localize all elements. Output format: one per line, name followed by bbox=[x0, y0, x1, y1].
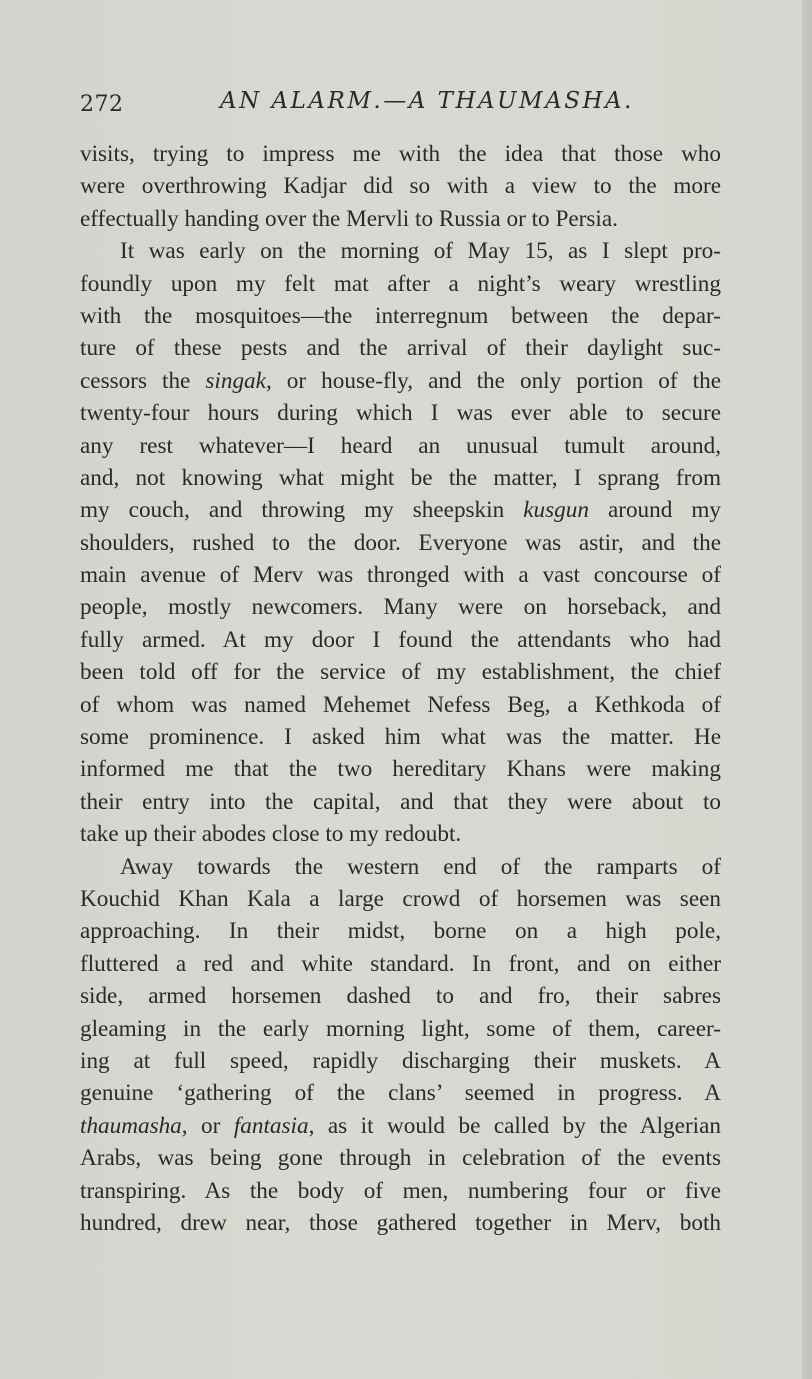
text-line: main avenue of Merv was thronged with a vast concourse of bbox=[80, 562, 721, 589]
text-line: take up their abodes close to my redoubt. bbox=[80, 821, 462, 848]
text-line: fully armed. At my door I found the attendants who had bbox=[80, 626, 721, 653]
text-line: people, mostly newcomers. Many were on horseback, and bbox=[80, 594, 721, 621]
text-line: of whom was named Mehemet Nefess Beg, a Kethkoda of bbox=[80, 691, 721, 718]
text-line: and, not knowing what might be the matter, I sprang from bbox=[80, 464, 721, 491]
text-line: side, armed horsemen dashed to and fro, their sabres bbox=[80, 983, 721, 1010]
text-line: informed me that the two hereditary Khans were making bbox=[80, 756, 721, 783]
text-line: It was early on the morning of May 15, as I slept pro- bbox=[120, 238, 721, 265]
text-line: Kouchid Khan Kala a large crowd of horsemen was seen bbox=[80, 885, 721, 912]
text-line: transpiring. As the body of men, numbering four or five bbox=[80, 1177, 721, 1204]
text-line: their entry into the capital, and that they were about to bbox=[80, 788, 721, 815]
text-line: foundly upon my felt mat after a night’s weary wrestling bbox=[80, 270, 721, 297]
body-text bbox=[80, 138, 721, 1239]
text-line: hundred, drew near, those gathered together in Merv, both bbox=[80, 1209, 721, 1236]
text-line: with the mosquitoes—the interregnum between the depar- bbox=[80, 302, 721, 329]
text-line: effectually handing over the Mervli to Russia or to Persia. bbox=[80, 205, 618, 232]
text-line: twenty-four hours during which I was ever able to secure bbox=[80, 400, 721, 427]
text-line: cessors the singak, or house-fly, and the only portion of the bbox=[80, 367, 721, 394]
running-head: AN ALARM.—A THAUMASHA. bbox=[220, 88, 634, 114]
text-line: my couch, and throwing my sheepskin kusgun around my bbox=[80, 497, 721, 524]
text-line: Away towards the western end of the ramparts of bbox=[120, 853, 721, 880]
text-line: ture of these pests and the arrival of their daylight suc- bbox=[80, 335, 721, 362]
text-line: shoulders, rushed to the door. Everyone was astir, and the bbox=[80, 529, 721, 556]
text-line: any rest whatever—I heard an unusual tumult around, bbox=[80, 432, 721, 459]
text-line: were overthrowing Kadjar did so with a view to the more bbox=[80, 173, 721, 200]
text-line: fluttered a red and white standard. In front, and on either bbox=[80, 950, 721, 977]
text-line: gleaming in the early morning light, some of them, career- bbox=[80, 1015, 721, 1042]
text-line: been told off for the service of my establishment, the chief bbox=[80, 659, 721, 686]
text-line: ing at full speed, rapidly discharging their muskets. A bbox=[80, 1047, 721, 1074]
page-header bbox=[80, 84, 720, 124]
text-line: some prominence. I asked him what was the matter. He bbox=[80, 724, 721, 751]
page-edge bbox=[802, 0, 812, 1379]
text-line: approaching. In their midst, borne on a high pole, bbox=[80, 918, 721, 945]
text-line: genuine ‘gathering of the clans’ seemed in progress. A bbox=[80, 1080, 721, 1107]
text-line: thaumasha, or fantasia, as it would be called by the Algerian bbox=[80, 1112, 721, 1139]
text-line: Arabs, was being gone through in celebration of the events bbox=[80, 1145, 721, 1172]
text-line: visits, trying to impress me with the idea that those who bbox=[80, 141, 721, 167]
page-number: 272 bbox=[80, 92, 124, 117]
